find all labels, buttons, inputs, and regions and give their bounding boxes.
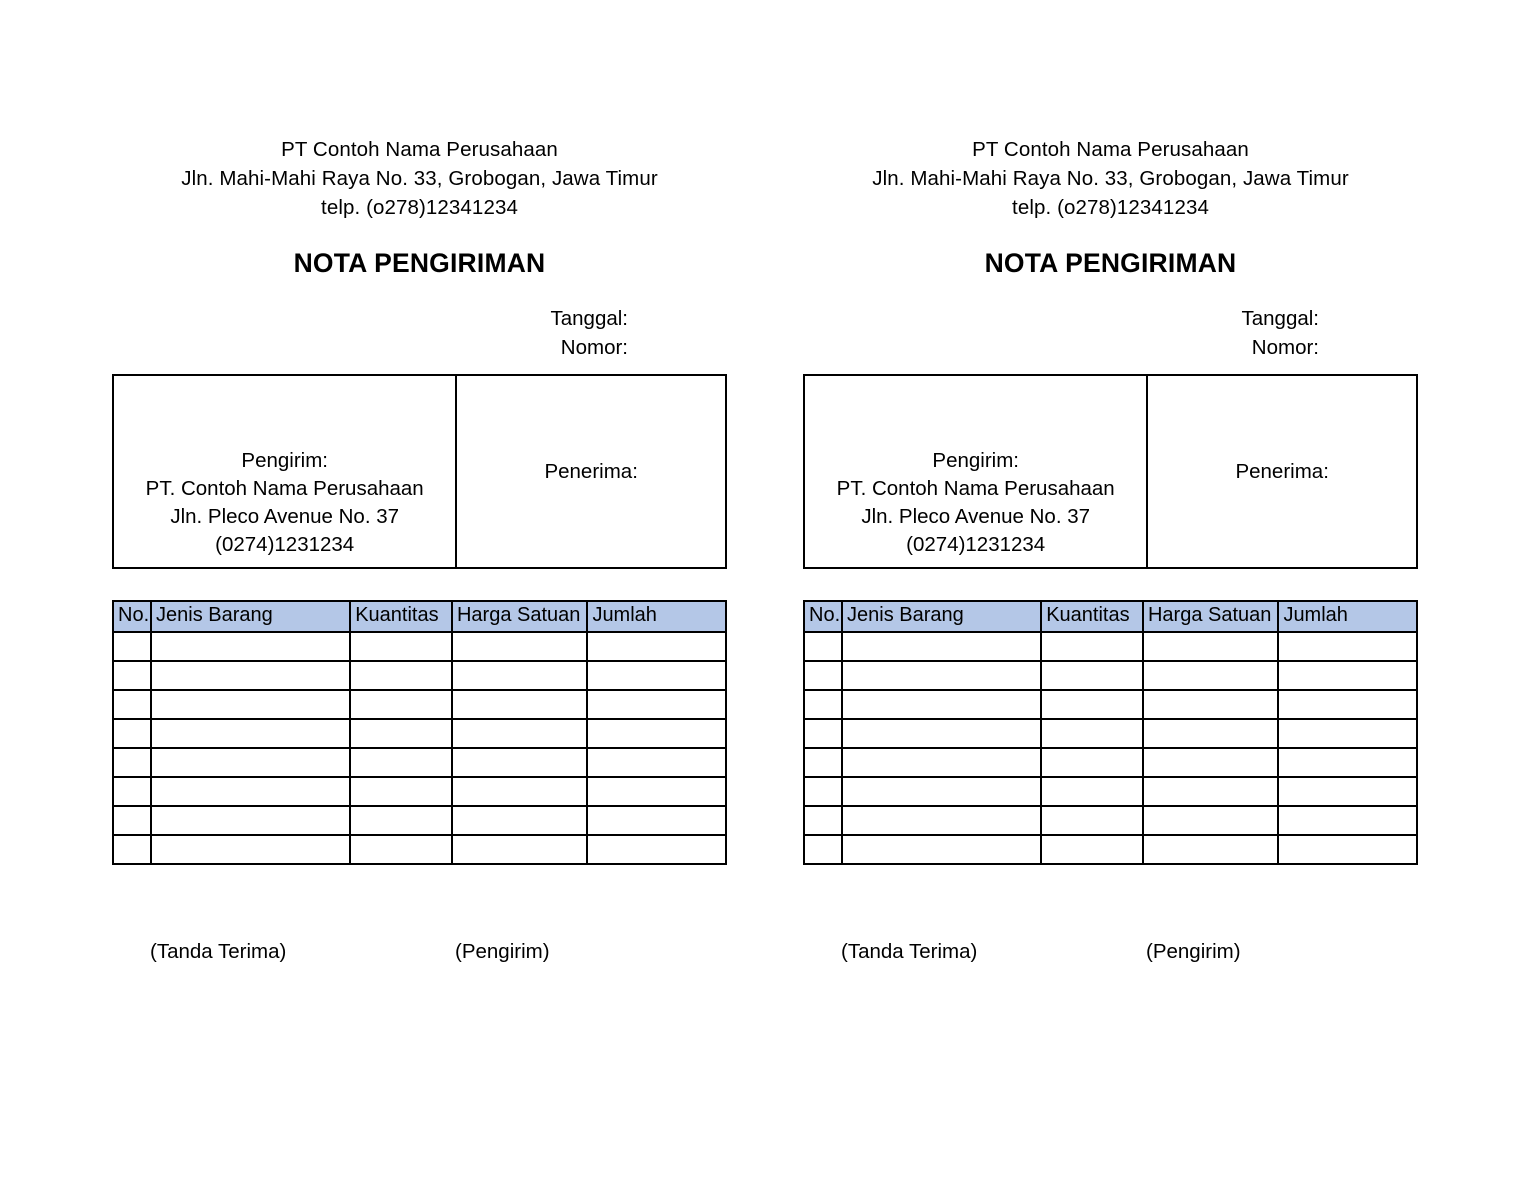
receipt-signature-label: (Tanda Terima) xyxy=(150,940,287,963)
sender-details xyxy=(146,447,424,559)
cell-jenis[interactable] xyxy=(842,690,1041,719)
cell-jenis[interactable] xyxy=(842,806,1041,835)
items-table-left xyxy=(112,600,727,865)
company-address: Jln. Mahi-Mahi Raya No. 33, Grobogan, Jawa Timur xyxy=(872,167,1349,190)
cell-kuantitas[interactable] xyxy=(350,748,452,777)
company-name: PT Contoh Nama Perusahaan xyxy=(972,138,1249,161)
cell-jenis[interactable] xyxy=(151,632,350,661)
cell-jenis[interactable] xyxy=(151,835,350,864)
table-row[interactable] xyxy=(113,777,726,806)
cell-no[interactable] xyxy=(113,748,151,777)
cell-harga[interactable] xyxy=(452,806,587,835)
document-meta-left xyxy=(112,304,727,362)
cell-no[interactable] xyxy=(804,777,842,806)
table-row[interactable] xyxy=(113,690,726,719)
cell-no[interactable] xyxy=(804,835,842,864)
number-label: Nomor: xyxy=(1251,336,1319,359)
items-table-head xyxy=(113,601,726,632)
cell-jumlah[interactable] xyxy=(587,632,726,661)
cell-kuantitas[interactable] xyxy=(350,661,452,690)
cell-jenis[interactable] xyxy=(842,661,1041,690)
cell-kuantitas[interactable] xyxy=(1041,632,1143,661)
cell-jumlah[interactable] xyxy=(587,835,726,864)
cell-kuantitas[interactable] xyxy=(1041,661,1143,690)
items-table-head xyxy=(804,601,1417,632)
table-row[interactable] xyxy=(113,806,726,835)
page-title: NOTA PENGIRIMAN xyxy=(984,248,1237,278)
table-row[interactable] xyxy=(804,632,1417,661)
cell-no[interactable] xyxy=(113,661,151,690)
table-row[interactable] xyxy=(113,835,726,864)
column-header-harga: Harga Satuan xyxy=(1143,601,1278,632)
cell-kuantitas[interactable] xyxy=(1041,835,1143,864)
table-row[interactable] xyxy=(804,690,1417,719)
cell-no[interactable] xyxy=(113,719,151,748)
cell-harga[interactable] xyxy=(452,690,587,719)
sender-phone: (0274)1231234 xyxy=(906,533,1046,556)
cell-no[interactable] xyxy=(804,806,842,835)
letterhead-left xyxy=(112,135,727,222)
table-row[interactable] xyxy=(113,719,726,748)
table-row[interactable] xyxy=(113,661,726,690)
items-table-header-row xyxy=(113,601,726,632)
sender-street: Jln. Pleco Avenue No. 37 xyxy=(861,505,1091,528)
nota-pengiriman-copy-left xyxy=(0,135,768,1187)
items-table-body xyxy=(804,632,1417,864)
company-phone: telp. (o278)12341234 xyxy=(1012,196,1209,219)
column-header-no: No. xyxy=(804,601,842,632)
items-table-body xyxy=(113,632,726,864)
cell-jumlah[interactable] xyxy=(1278,748,1417,777)
company-phone: telp. (o278)12341234 xyxy=(321,196,518,219)
column-header-harga: Harga Satuan xyxy=(452,601,587,632)
cell-jenis[interactable] xyxy=(842,632,1041,661)
cell-no[interactable] xyxy=(804,719,842,748)
cell-jumlah[interactable] xyxy=(1278,835,1417,864)
cell-harga[interactable] xyxy=(1143,690,1278,719)
cell-harga[interactable] xyxy=(1143,806,1278,835)
cell-harga[interactable] xyxy=(452,661,587,690)
signature-row-right xyxy=(803,940,1418,964)
receiver-label: Penerima: xyxy=(544,459,638,483)
cell-no[interactable] xyxy=(113,806,151,835)
date-label: Tanggal: xyxy=(1241,307,1319,330)
sender-label: Pengirim: xyxy=(241,449,328,472)
cell-jumlah[interactable] xyxy=(587,690,726,719)
column-header-kuantitas: Kuantitas xyxy=(1041,601,1143,632)
sender-cell xyxy=(805,376,1148,567)
items-table-right xyxy=(803,600,1418,865)
cell-no[interactable] xyxy=(804,632,842,661)
cell-kuantitas[interactable] xyxy=(350,690,452,719)
cell-harga[interactable] xyxy=(452,632,587,661)
cell-kuantitas[interactable] xyxy=(1041,806,1143,835)
cell-jenis[interactable] xyxy=(151,690,350,719)
cell-kuantitas[interactable] xyxy=(350,719,452,748)
table-row[interactable] xyxy=(804,835,1417,864)
cell-no[interactable] xyxy=(113,632,151,661)
cell-jenis[interactable] xyxy=(842,835,1041,864)
cell-harga[interactable] xyxy=(1143,777,1278,806)
cell-jumlah[interactable] xyxy=(1278,690,1417,719)
table-row[interactable] xyxy=(804,661,1417,690)
cell-harga[interactable] xyxy=(1143,719,1278,748)
cell-harga[interactable] xyxy=(1143,835,1278,864)
sender-details xyxy=(837,447,1115,559)
cell-kuantitas[interactable] xyxy=(1041,748,1143,777)
column-header-no: No. xyxy=(113,601,151,632)
party-box-left xyxy=(112,374,727,569)
receiver-cell xyxy=(1148,376,1416,567)
letterhead-right xyxy=(803,135,1418,222)
number-label: Nomor: xyxy=(560,336,628,359)
table-row[interactable] xyxy=(804,719,1417,748)
receipt-signature-label: (Tanda Terima) xyxy=(841,940,978,963)
items-table-header-row xyxy=(804,601,1417,632)
cell-no[interactable] xyxy=(113,835,151,864)
receiver-label: Penerima: xyxy=(1235,459,1329,483)
table-row[interactable] xyxy=(804,777,1417,806)
company-address: Jln. Mahi-Mahi Raya No. 33, Grobogan, Jawa Timur xyxy=(181,167,658,190)
sender-phone: (0274)1231234 xyxy=(215,533,355,556)
cell-jenis[interactable] xyxy=(842,748,1041,777)
cell-harga[interactable] xyxy=(1143,661,1278,690)
cell-harga[interactable] xyxy=(452,719,587,748)
cell-kuantitas[interactable] xyxy=(350,777,452,806)
cell-jumlah[interactable] xyxy=(1278,777,1417,806)
cell-kuantitas[interactable] xyxy=(1041,690,1143,719)
cell-kuantitas[interactable] xyxy=(1041,719,1143,748)
sender-signature-label: (Pengirim) xyxy=(455,940,550,963)
table-row[interactable] xyxy=(804,806,1417,835)
cell-jumlah[interactable] xyxy=(1278,719,1417,748)
cell-jumlah[interactable] xyxy=(587,661,726,690)
cell-harga[interactable] xyxy=(1143,632,1278,661)
cell-jumlah[interactable] xyxy=(1278,632,1417,661)
cell-jenis[interactable] xyxy=(151,661,350,690)
cell-kuantitas[interactable] xyxy=(350,806,452,835)
table-row[interactable] xyxy=(113,632,726,661)
company-name: PT Contoh Nama Perusahaan xyxy=(281,138,558,161)
document-meta-right xyxy=(803,304,1418,362)
cell-jenis[interactable] xyxy=(151,777,350,806)
cell-kuantitas[interactable] xyxy=(350,632,452,661)
receiver-details xyxy=(1235,458,1328,486)
column-header-jenis: Jenis Barang xyxy=(151,601,350,632)
cell-harga[interactable] xyxy=(1143,748,1278,777)
party-box-right xyxy=(803,374,1418,569)
cell-no[interactable] xyxy=(113,777,151,806)
sender-company: PT. Contoh Nama Perusahaan xyxy=(836,477,1115,500)
cell-no[interactable] xyxy=(804,748,842,777)
receiver-details xyxy=(544,458,637,486)
cell-harga[interactable] xyxy=(452,777,587,806)
cell-kuantitas[interactable] xyxy=(350,835,452,864)
cell-jenis[interactable] xyxy=(842,719,1041,748)
cell-jumlah[interactable] xyxy=(587,719,726,748)
cell-no[interactable] xyxy=(804,690,842,719)
cell-jumlah[interactable] xyxy=(587,777,726,806)
sender-street: Jln. Pleco Avenue No. 37 xyxy=(170,505,400,528)
cell-jumlah[interactable] xyxy=(1278,661,1417,690)
cell-jumlah[interactable] xyxy=(587,748,726,777)
cell-jenis[interactable] xyxy=(151,748,350,777)
column-header-jumlah: Jumlah xyxy=(1278,601,1417,632)
cell-harga[interactable] xyxy=(452,748,587,777)
sender-signature-label: (Pengirim) xyxy=(1146,940,1241,963)
date-label: Tanggal: xyxy=(550,307,628,330)
cell-jumlah[interactable] xyxy=(587,806,726,835)
nota-pengiriman-copy-right xyxy=(768,135,1536,1187)
cell-jumlah[interactable] xyxy=(1278,806,1417,835)
cell-jenis[interactable] xyxy=(151,806,350,835)
cell-no[interactable] xyxy=(113,690,151,719)
cell-jenis[interactable] xyxy=(151,719,350,748)
receiver-cell xyxy=(457,376,725,567)
table-row[interactable] xyxy=(113,748,726,777)
column-header-jumlah: Jumlah xyxy=(587,601,726,632)
sender-cell xyxy=(114,376,457,567)
column-header-jenis: Jenis Barang xyxy=(842,601,1041,632)
signature-row-left xyxy=(112,940,727,964)
cell-jenis[interactable] xyxy=(842,777,1041,806)
page-title: NOTA PENGIRIMAN xyxy=(293,248,546,278)
column-header-kuantitas: Kuantitas xyxy=(350,601,452,632)
sender-company: PT. Contoh Nama Perusahaan xyxy=(145,477,424,500)
table-row[interactable] xyxy=(804,748,1417,777)
cell-no[interactable] xyxy=(804,661,842,690)
cell-harga[interactable] xyxy=(452,835,587,864)
sender-label: Pengirim: xyxy=(932,449,1019,472)
cell-kuantitas[interactable] xyxy=(1041,777,1143,806)
